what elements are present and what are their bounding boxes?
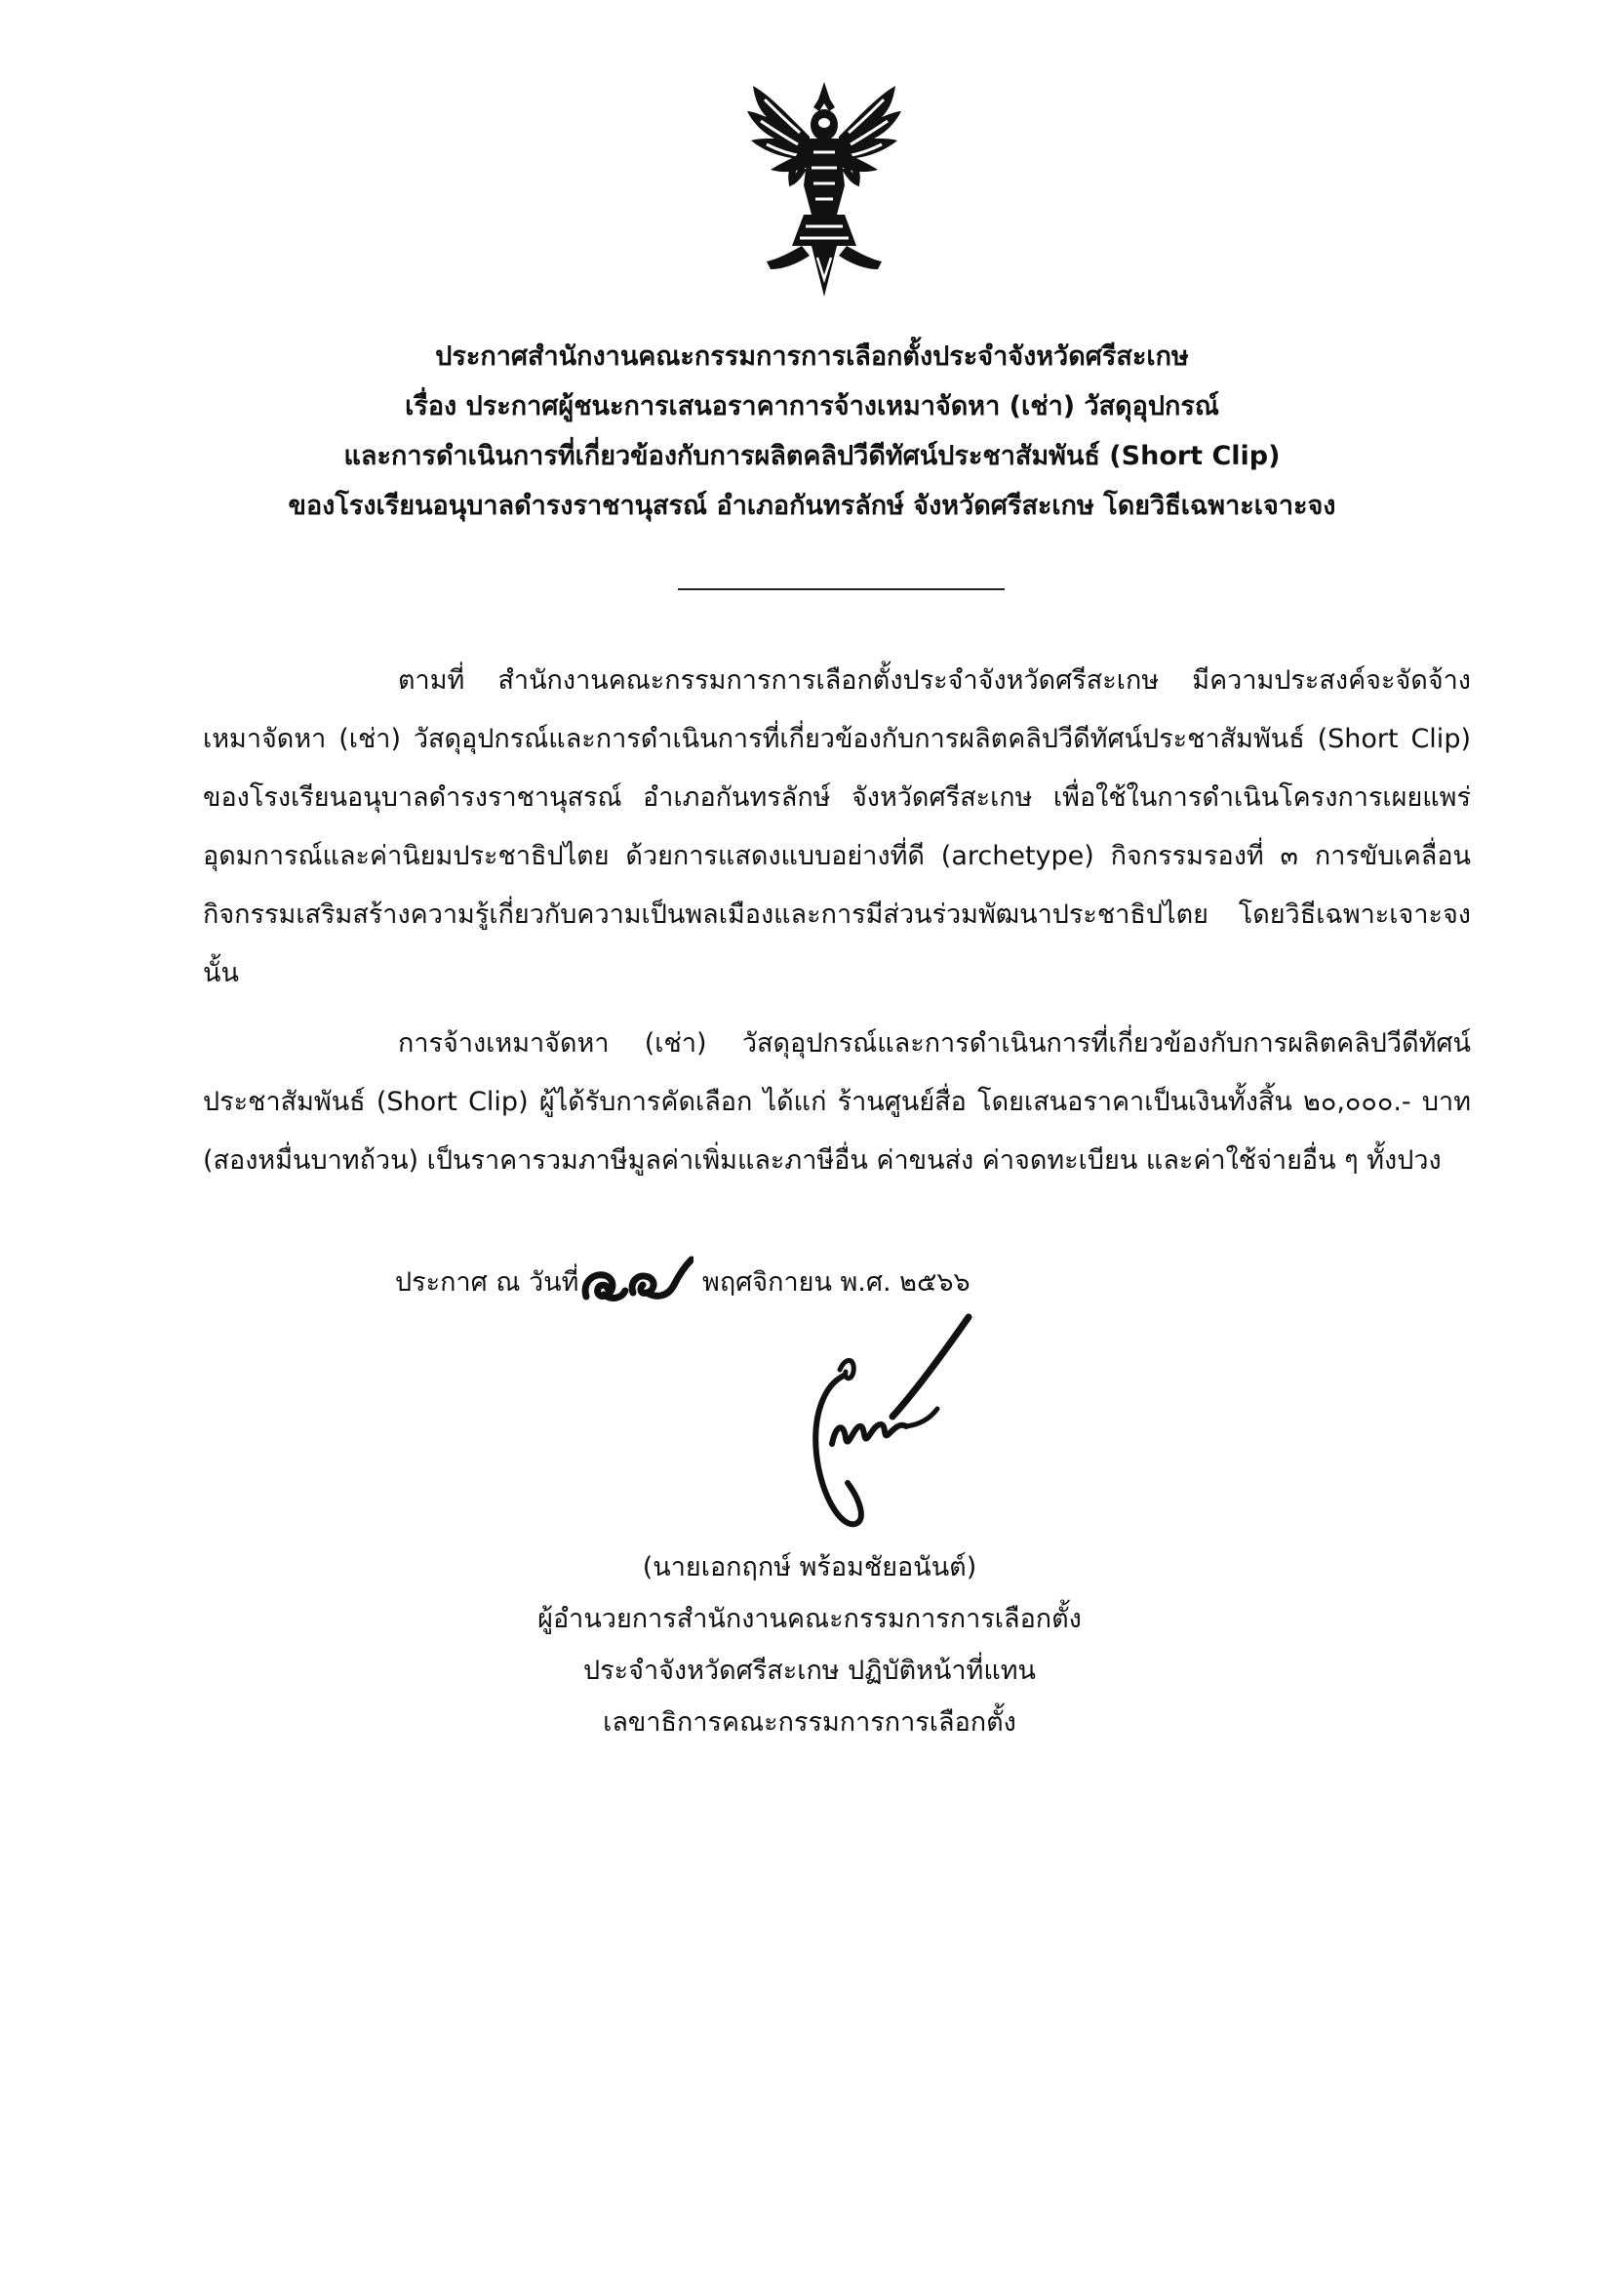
garuda-emblem-icon (741, 78, 907, 298)
heading-line-3: และการดำเนินการที่เกี่ยวข้องกับการผลิตคลิปวีดีทัศน์ประชาสัมพันธ์ (Short Clip) (343, 441, 1281, 471)
heading-line-2: เรื่อง ประกาศผู้ชนะการเสนอราคาการจ้างเหมาจัดหา (เช่า) วัสดุอุปกรณ์ (405, 391, 1219, 421)
signatory-title-3: เลขาธิการคณะกรรมการการเลือกตั้ง (603, 1707, 1016, 1738)
signatory-block (468, 1541, 1151, 1748)
signatory-name: (นายเอกฤกษ์ พร้อมชัยอนันต์) (642, 1552, 977, 1582)
paragraph-1-text: ตามที่ สำนักงานคณะกรรมการการเลือกตั้งประจำจังหวัดศรีสะเกษ มีความประสงค์จะจัดจ้างเหมาจัดหา (เช่า) วัสดุอุปกรณ์และการดำเนินการที่เกี่ยวข้องกับการผลิตคลิปวีดีทัศน์ประชาสัมพันธ์ (Short Clip) ของโรงเรียนอนุบาลดำรงราชานุสรณ์ อำเภอกันทรลักษ์ จังหวัดศรีสะเกษ เพื่อใช้ในการดำเนินโครงการเผยแพร่อุดมการณ์และค่านิยมประชาธิปไตย ด้วยการแสดงแบบอย่างที่ดี (archetype) กิจกรรมรองที่ ๓ การขับเคลื่อนกิจกรรมเสริมสร้างความรู้เกี่ยวกับความเป็นพลเมืองและการมีส่วนร่วมพัฒนาประชาธิปไตย โดยวิธีเฉพาะเจาะจง นั้น (203, 665, 1471, 988)
paragraph-2-text: การจ้างเหมาจัดหา (เช่า) วัสดุอุปกรณ์และการดำเนินการที่เกี่ยวข้องกับการผลิตคลิปวีดีทัศน์ประชาสัมพันธ์ (Short Clip) ผู้ได้รับการคัดเลือก ได้แก่ ร้านศูนย์สื่อ โดยเสนอราคาเป็นเงินทั้งสิ้น ๒๐,๐๐๐.- บาท (สองหมื่นบาทถ้วน) เป็นราคารวมภาษีมูลค่าเพิ่มและภาษีอื่น ค่าขนส่ง ค่าจดทะเบียน และค่าใช้จ่ายอื่น ๆ ทั้งปวง (203, 1028, 1471, 1176)
heading-line-1: ประกาศสำนักงานคณะกรรมการการเลือกตั้งประจำจังหวัดศรีสะเกษ (435, 341, 1189, 372)
announcement-date (395, 1254, 970, 1312)
announcement-heading (195, 332, 1429, 531)
body-paragraph-2 (203, 1015, 1471, 1190)
handwritten-date-icon (578, 1254, 693, 1312)
body-paragraph-1 (203, 652, 1471, 1003)
heading-divider (678, 588, 1005, 590)
signatory-title-2: ประจำจังหวัดศรีสะเกษ ปฏิบัติหน้าที่แทน (582, 1656, 1036, 1686)
signatory-title-1: ผู้อำนวยการสำนักงานคณะกรรมการการเลือกตั้ง (537, 1604, 1082, 1634)
heading-line-4: ของโรงเรียนอนุบาลดำรงราชานุสรณ์ อำเภอกันทรลักษ์ จังหวัดศรีสะเกษ โดยวิธีเฉพาะเจาะจง (288, 491, 1336, 521)
signature-icon (785, 1307, 990, 1537)
date-suffix: พฤศจิกายน พ.ศ. ๒๕๖๖ (702, 1267, 970, 1298)
date-prefix: ประกาศ ณ วันที่ (395, 1267, 579, 1298)
